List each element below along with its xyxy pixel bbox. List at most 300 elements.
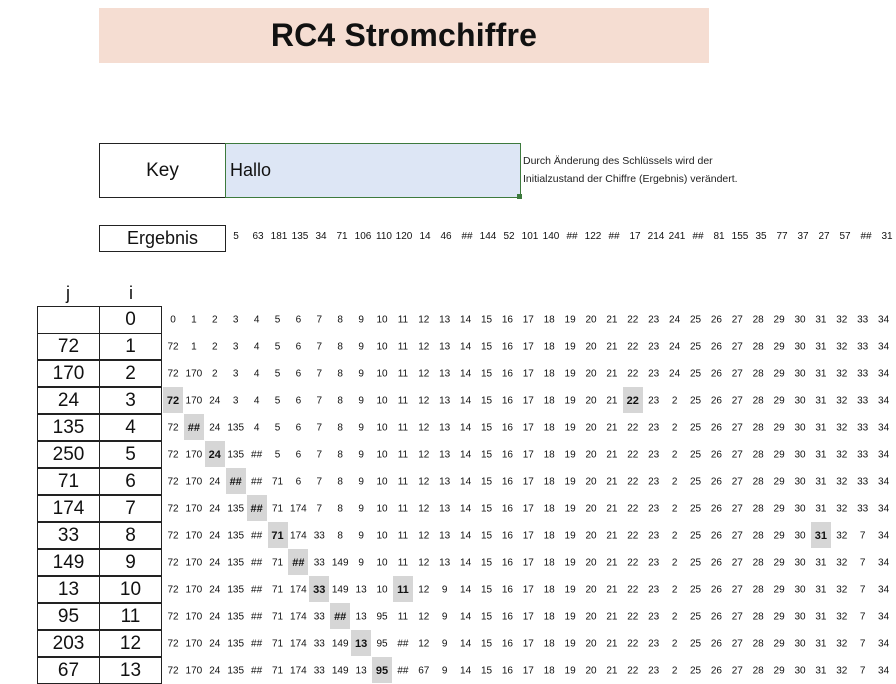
state-cell[interactable]: 24	[209, 638, 221, 650]
state-cell[interactable]: 13	[439, 341, 451, 353]
state-cell[interactable]: 12	[418, 503, 430, 515]
state-cell[interactable]: 26	[710, 530, 722, 542]
state-cell[interactable]: 33	[313, 557, 325, 569]
state-cell[interactable]: 28	[752, 422, 764, 434]
state-cell[interactable]: 23	[648, 665, 660, 677]
state-cell[interactable]: 2	[212, 368, 218, 380]
state-cell[interactable]: 18	[543, 665, 555, 677]
state-cell[interactable]: 135	[227, 530, 245, 542]
j-cell[interactable]: 13	[37, 576, 100, 603]
state-cell[interactable]: 25	[689, 611, 702, 623]
state-cell[interactable]: 135	[227, 665, 245, 677]
i-cell[interactable]: 4	[99, 414, 162, 441]
state-cell[interactable]: 20	[585, 422, 597, 434]
state-cell[interactable]: 7	[316, 476, 323, 488]
state-cell[interactable]: 30	[794, 530, 806, 542]
state-cell[interactable]: 21	[606, 503, 618, 515]
state-cell[interactable]: 30	[794, 476, 806, 488]
state-cell[interactable]: 23	[648, 638, 660, 650]
state-cell[interactable]: 31	[815, 395, 827, 407]
state-cell[interactable]: 12	[418, 476, 430, 488]
state-cell[interactable]: 28	[752, 530, 764, 542]
state-cell[interactable]: 25	[689, 341, 702, 353]
state-cell[interactable]: 34	[878, 665, 890, 677]
state-cell[interactable]: 22	[627, 557, 639, 569]
state-cell[interactable]: 31	[815, 665, 827, 677]
state-cell[interactable]: 29	[773, 584, 785, 596]
state-cell[interactable]: 72	[167, 503, 179, 515]
state-cell[interactable]: 27	[731, 530, 743, 542]
state-cell[interactable]: 14	[460, 503, 472, 515]
i-cell[interactable]: 2	[99, 360, 162, 387]
state-cell[interactable]: 24	[209, 395, 221, 407]
state-cell[interactable]: 4	[253, 395, 260, 407]
state-cell[interactable]: 29	[773, 395, 785, 407]
state-cell[interactable]: 16	[501, 395, 513, 407]
state-cell[interactable]: 71	[271, 584, 284, 596]
state-cell[interactable]: 15	[480, 665, 493, 677]
state-cell[interactable]: 174	[290, 503, 307, 515]
state-cell[interactable]: 16	[501, 638, 513, 650]
state-cell[interactable]: 24	[209, 422, 221, 434]
state-cell[interactable]: 14	[460, 368, 472, 380]
state-cell[interactable]: 24	[208, 449, 221, 461]
state-cell[interactable]: 32	[836, 530, 848, 542]
state-cell[interactable]: 25	[689, 449, 702, 461]
state-cell[interactable]: 174	[290, 665, 307, 677]
state-cell[interactable]: 31	[815, 341, 827, 353]
state-cell[interactable]: 5	[274, 422, 281, 434]
state-cell[interactable]: 26	[710, 395, 722, 407]
state-cell[interactable]: 170	[185, 395, 203, 407]
state-cell[interactable]: 26	[710, 584, 722, 596]
state-cell[interactable]: 13	[354, 638, 368, 650]
state-cell[interactable]: 34	[878, 314, 890, 326]
state-cell[interactable]: 20	[585, 557, 597, 569]
state-cell[interactable]: 20	[585, 665, 597, 677]
state-cell[interactable]: ##	[251, 638, 263, 650]
state-cell[interactable]: 28	[752, 584, 764, 596]
state-cell[interactable]: 12	[418, 449, 430, 461]
state-cell[interactable]: 23	[648, 476, 660, 488]
state-cell[interactable]: 14	[460, 665, 472, 677]
state-cell[interactable]: 2	[671, 422, 678, 434]
state-cell[interactable]: 34	[878, 584, 890, 596]
state-cell[interactable]: 13	[439, 422, 451, 434]
state-cell[interactable]: 21	[606, 449, 618, 461]
state-cell[interactable]: 9	[358, 557, 364, 569]
state-cell[interactable]: 16	[501, 341, 513, 353]
state-cell[interactable]: 10	[376, 422, 388, 434]
state-cell[interactable]: 15	[480, 341, 493, 353]
state-cell[interactable]: 18	[543, 314, 555, 326]
state-cell[interactable]: 14	[460, 341, 472, 353]
state-cell[interactable]: 14	[460, 422, 472, 434]
state-cell[interactable]: 27	[731, 665, 743, 677]
state-cell[interactable]: 72	[167, 584, 179, 596]
state-cell[interactable]: 29	[773, 476, 785, 488]
state-cell[interactable]: 31	[815, 449, 827, 461]
state-cell[interactable]: 10	[376, 476, 388, 488]
state-cell[interactable]: 34	[878, 638, 890, 650]
state-cell[interactable]: 12	[418, 314, 430, 326]
state-cell[interactable]: 22	[626, 395, 639, 407]
state-cell[interactable]: 30	[794, 341, 806, 353]
state-cell[interactable]: 19	[564, 368, 576, 380]
state-cell[interactable]: 31	[815, 476, 827, 488]
state-cell[interactable]: 34	[878, 557, 890, 569]
state-cell[interactable]: 33	[313, 584, 326, 596]
state-cell[interactable]: ##	[251, 449, 263, 461]
state-cell[interactable]: 20	[585, 611, 597, 623]
state-cell[interactable]: 23	[648, 422, 660, 434]
state-cell[interactable]: 29	[773, 503, 785, 515]
state-cell[interactable]: 20	[585, 476, 597, 488]
state-cell[interactable]: 10	[376, 584, 388, 596]
state-cell[interactable]: 10	[376, 314, 388, 326]
state-cell[interactable]: 28	[752, 314, 764, 326]
state-cell[interactable]: 7	[859, 611, 866, 623]
state-cell[interactable]: 135	[227, 503, 245, 515]
state-cell[interactable]: 3	[232, 368, 239, 380]
i-cell[interactable]: 3	[99, 387, 162, 414]
state-cell[interactable]: 14	[460, 395, 472, 407]
state-cell[interactable]: 32	[836, 449, 848, 461]
state-cell[interactable]: 10	[376, 503, 388, 515]
state-cell[interactable]: 30	[794, 395, 806, 407]
state-cell[interactable]: 14	[460, 476, 472, 488]
j-cell[interactable]: 149	[37, 549, 100, 576]
state-cell[interactable]: 149	[331, 665, 349, 677]
state-cell[interactable]: 15	[480, 611, 493, 623]
state-cell[interactable]: 13	[439, 557, 451, 569]
state-cell[interactable]: 9	[441, 665, 448, 677]
state-cell[interactable]: 135	[227, 557, 245, 569]
state-cell[interactable]: 27	[731, 557, 743, 569]
j-cell[interactable]	[37, 306, 100, 334]
state-cell[interactable]: 31	[815, 638, 827, 650]
state-cell[interactable]: 72	[166, 395, 180, 407]
state-cell[interactable]: 33	[313, 530, 325, 542]
state-cell[interactable]: 13	[439, 314, 451, 326]
state-cell[interactable]: 12	[418, 584, 430, 596]
state-cell[interactable]: 32	[836, 503, 848, 515]
j-cell[interactable]: 33	[37, 522, 100, 549]
state-cell[interactable]: 21	[606, 341, 618, 353]
state-cell[interactable]: 33	[857, 314, 869, 326]
j-cell[interactable]: 135	[37, 414, 100, 441]
state-cell[interactable]: 16	[501, 476, 513, 488]
state-cell[interactable]: 13	[439, 503, 451, 515]
state-cell[interactable]: 22	[627, 638, 639, 650]
j-cell[interactable]: 250	[37, 441, 100, 468]
state-cell[interactable]: 149	[331, 557, 349, 569]
state-cell[interactable]: 22	[627, 476, 639, 488]
state-cell[interactable]: 2	[671, 557, 678, 569]
state-cell[interactable]: 24	[669, 341, 681, 353]
state-cell[interactable]: 32	[836, 395, 848, 407]
state-cell[interactable]: 16	[501, 503, 513, 515]
state-cell[interactable]: 170	[185, 584, 203, 596]
state-cell[interactable]: 22	[627, 530, 639, 542]
state-cell[interactable]: 17	[522, 611, 534, 623]
state-cell[interactable]: 24	[209, 476, 221, 488]
state-cell[interactable]: ##	[229, 476, 242, 488]
state-cell[interactable]: 17	[522, 395, 534, 407]
state-cell[interactable]: 12	[418, 611, 430, 623]
state-cell[interactable]: 18	[543, 557, 555, 569]
cell-fill-handle[interactable]	[517, 194, 522, 199]
state-cell[interactable]: 17	[522, 557, 534, 569]
state-cell[interactable]: 26	[710, 476, 722, 488]
state-cell[interactable]: 5	[274, 395, 281, 407]
state-cell[interactable]: 29	[773, 314, 785, 326]
state-cell[interactable]: 25	[689, 476, 702, 488]
state-cell[interactable]: 14	[460, 584, 472, 596]
state-cell[interactable]: 2	[671, 584, 678, 596]
state-cell[interactable]: 27	[731, 584, 743, 596]
state-cell[interactable]: 17	[522, 368, 534, 380]
state-cell[interactable]: 16	[501, 584, 513, 596]
state-cell[interactable]: 26	[710, 422, 722, 434]
state-cell[interactable]: 32	[836, 368, 848, 380]
i-cell[interactable]: 0	[99, 306, 162, 334]
state-cell[interactable]: 21	[606, 557, 618, 569]
state-cell[interactable]: 21	[606, 422, 618, 434]
state-cell[interactable]: 2	[671, 665, 678, 677]
state-cell[interactable]: 19	[564, 449, 576, 461]
state-cell[interactable]: 16	[501, 611, 513, 623]
state-cell[interactable]: 17	[522, 638, 534, 650]
state-cell[interactable]: 5	[274, 341, 281, 353]
state-cell[interactable]: 8	[337, 503, 343, 515]
state-cell[interactable]: 27	[731, 503, 743, 515]
state-cell[interactable]: 8	[337, 530, 343, 542]
state-cell[interactable]: 22	[627, 449, 639, 461]
state-cell[interactable]: 2	[671, 476, 678, 488]
state-cell[interactable]: 71	[271, 638, 284, 650]
state-cell[interactable]: 19	[564, 476, 576, 488]
state-cell[interactable]: 21	[606, 368, 618, 380]
state-cell[interactable]: 23	[648, 314, 660, 326]
state-cell[interactable]: 10	[376, 530, 388, 542]
j-cell[interactable]: 72	[37, 333, 100, 360]
state-cell[interactable]: 11	[397, 584, 409, 596]
state-cell[interactable]: 30	[794, 584, 806, 596]
state-cell[interactable]: 16	[501, 368, 513, 380]
state-cell[interactable]: 14	[460, 449, 472, 461]
state-cell[interactable]: 4	[253, 341, 260, 353]
state-cell[interactable]: 14	[460, 611, 472, 623]
state-cell[interactable]: 174	[290, 638, 307, 650]
state-cell[interactable]: 25	[689, 530, 702, 542]
state-cell[interactable]: 5	[274, 368, 281, 380]
state-cell[interactable]: 27	[731, 314, 743, 326]
state-cell[interactable]: 72	[167, 557, 179, 569]
state-cell[interactable]: 33	[857, 476, 869, 488]
state-cell[interactable]: 170	[185, 530, 203, 542]
state-cell[interactable]: 27	[731, 422, 743, 434]
state-cell[interactable]: 29	[773, 557, 785, 569]
state-cell[interactable]: 22	[627, 584, 639, 596]
state-cell[interactable]: 9	[358, 368, 364, 380]
state-cell[interactable]: 28	[752, 476, 764, 488]
state-cell[interactable]: 29	[773, 422, 785, 434]
state-cell[interactable]: 9	[358, 422, 364, 434]
state-cell[interactable]: 17	[522, 530, 534, 542]
state-cell[interactable]: 26	[710, 341, 722, 353]
state-cell[interactable]: 8	[337, 422, 343, 434]
state-cell[interactable]: 25	[689, 584, 702, 596]
state-cell[interactable]: 18	[543, 530, 555, 542]
state-cell[interactable]: 20	[585, 584, 597, 596]
state-cell[interactable]: 6	[295, 395, 302, 407]
state-cell[interactable]: 33	[313, 665, 325, 677]
state-cell[interactable]: 33	[857, 503, 869, 515]
key-input[interactable]	[225, 143, 521, 198]
state-cell[interactable]: 22	[627, 611, 639, 623]
state-cell[interactable]: 28	[752, 665, 764, 677]
state-cell[interactable]: 7	[316, 314, 323, 326]
i-cell[interactable]: 5	[99, 441, 162, 468]
state-cell[interactable]: 19	[564, 665, 576, 677]
state-cell[interactable]: 20	[585, 341, 597, 353]
state-cell[interactable]: 25	[689, 314, 702, 326]
state-cell[interactable]: 24	[209, 530, 221, 542]
state-cell[interactable]: 23	[648, 395, 660, 407]
state-cell[interactable]: 30	[794, 314, 806, 326]
state-cell[interactable]: 26	[710, 449, 722, 461]
state-cell[interactable]: 9	[441, 638, 448, 650]
state-cell[interactable]: 29	[773, 611, 785, 623]
state-cell[interactable]: 29	[773, 530, 785, 542]
state-cell[interactable]: 33	[857, 422, 869, 434]
i-cell[interactable]: 1	[99, 333, 162, 360]
state-cell[interactable]: 25	[689, 557, 702, 569]
state-cell[interactable]: 10	[376, 368, 388, 380]
state-cell[interactable]: 6	[295, 314, 302, 326]
state-cell[interactable]: 16	[501, 665, 513, 677]
state-cell[interactable]: 17	[522, 341, 534, 353]
state-cell[interactable]: 12	[418, 530, 430, 542]
state-cell[interactable]: 24	[669, 314, 681, 326]
state-cell[interactable]: 26	[710, 368, 722, 380]
state-cell[interactable]: 25	[689, 503, 702, 515]
state-cell[interactable]: ##	[251, 584, 263, 596]
state-cell[interactable]: 30	[794, 449, 806, 461]
state-cell[interactable]: 23	[648, 368, 660, 380]
state-cell[interactable]: 21	[606, 638, 618, 650]
state-cell[interactable]: 11	[397, 557, 409, 569]
state-cell[interactable]: 15	[480, 503, 493, 515]
i-cell[interactable]: 6	[99, 468, 162, 495]
i-cell[interactable]: 8	[99, 522, 162, 549]
state-cell[interactable]: 12	[418, 368, 430, 380]
state-cell[interactable]: 71	[271, 611, 284, 623]
state-cell[interactable]: 8	[337, 341, 343, 353]
state-cell[interactable]: 31	[815, 503, 827, 515]
state-cell[interactable]: 174	[290, 530, 307, 542]
state-cell[interactable]: 32	[836, 611, 848, 623]
state-cell[interactable]: 21	[606, 395, 618, 407]
state-cell[interactable]: 18	[543, 503, 555, 515]
state-cell[interactable]: 9	[358, 341, 364, 353]
state-cell[interactable]: 170	[185, 503, 203, 515]
state-cell[interactable]: 15	[480, 530, 493, 542]
state-cell[interactable]: 28	[752, 503, 764, 515]
state-cell[interactable]: 170	[185, 368, 203, 380]
state-cell[interactable]: 31	[814, 530, 828, 542]
state-cell[interactable]: ##	[251, 665, 263, 677]
state-cell[interactable]: 72	[167, 422, 179, 434]
state-cell[interactable]: 11	[397, 530, 409, 542]
state-cell[interactable]: 24	[209, 611, 221, 623]
state-cell[interactable]: 23	[648, 530, 660, 542]
state-cell[interactable]: ##	[251, 476, 263, 488]
state-cell[interactable]: 135	[227, 638, 245, 650]
state-cell[interactable]: 20	[585, 368, 597, 380]
state-cell[interactable]: 1	[191, 341, 197, 353]
state-cell[interactable]: 4	[253, 368, 260, 380]
state-cell[interactable]: 13	[355, 584, 367, 596]
state-cell[interactable]: 11	[397, 314, 409, 326]
state-cell[interactable]: ##	[187, 422, 201, 434]
state-cell[interactable]: 12	[418, 341, 430, 353]
state-cell[interactable]: 27	[731, 395, 743, 407]
state-cell[interactable]: 26	[710, 557, 722, 569]
state-cell[interactable]: 95	[375, 665, 389, 677]
state-cell[interactable]: 12	[418, 638, 430, 650]
state-cell[interactable]: 95	[376, 611, 388, 623]
state-cell[interactable]: 174	[290, 584, 307, 596]
state-cell[interactable]: 15	[480, 422, 493, 434]
state-cell[interactable]: 72	[167, 638, 179, 650]
state-cell[interactable]: 30	[794, 665, 806, 677]
state-cell[interactable]: 13	[439, 476, 451, 488]
state-cell[interactable]: 25	[689, 665, 702, 677]
state-cell[interactable]: 2	[671, 638, 678, 650]
state-cell[interactable]: 9	[441, 611, 448, 623]
state-cell[interactable]: 24	[209, 584, 221, 596]
state-cell[interactable]: 2	[212, 314, 218, 326]
state-cell[interactable]: 9	[358, 314, 364, 326]
state-cell[interactable]: 34	[878, 341, 890, 353]
state-cell[interactable]: 27	[731, 476, 743, 488]
state-cell[interactable]: 20	[585, 395, 597, 407]
state-cell[interactable]: 13	[439, 530, 451, 542]
state-cell[interactable]: 18	[543, 449, 555, 461]
state-cell[interactable]: 7	[316, 395, 323, 407]
state-cell[interactable]: 19	[564, 314, 576, 326]
state-cell[interactable]: 18	[543, 395, 555, 407]
state-cell[interactable]: 23	[648, 611, 660, 623]
state-cell[interactable]: 14	[460, 557, 472, 569]
state-cell[interactable]: ##	[334, 611, 347, 623]
state-cell[interactable]: 24	[669, 368, 681, 380]
state-cell[interactable]: 27	[731, 341, 743, 353]
state-cell[interactable]: 11	[397, 368, 409, 380]
state-cell[interactable]: 21	[606, 314, 618, 326]
state-cell[interactable]: 34	[878, 503, 890, 515]
i-cell[interactable]: 10	[99, 576, 162, 603]
state-cell[interactable]: 22	[627, 665, 639, 677]
state-cell[interactable]: 33	[313, 611, 325, 623]
state-cell[interactable]: 11	[397, 395, 409, 407]
state-cell[interactable]: 11	[397, 503, 409, 515]
state-cell[interactable]: 20	[585, 503, 597, 515]
state-cell[interactable]: 29	[773, 449, 785, 461]
state-cell[interactable]: 10	[376, 557, 388, 569]
